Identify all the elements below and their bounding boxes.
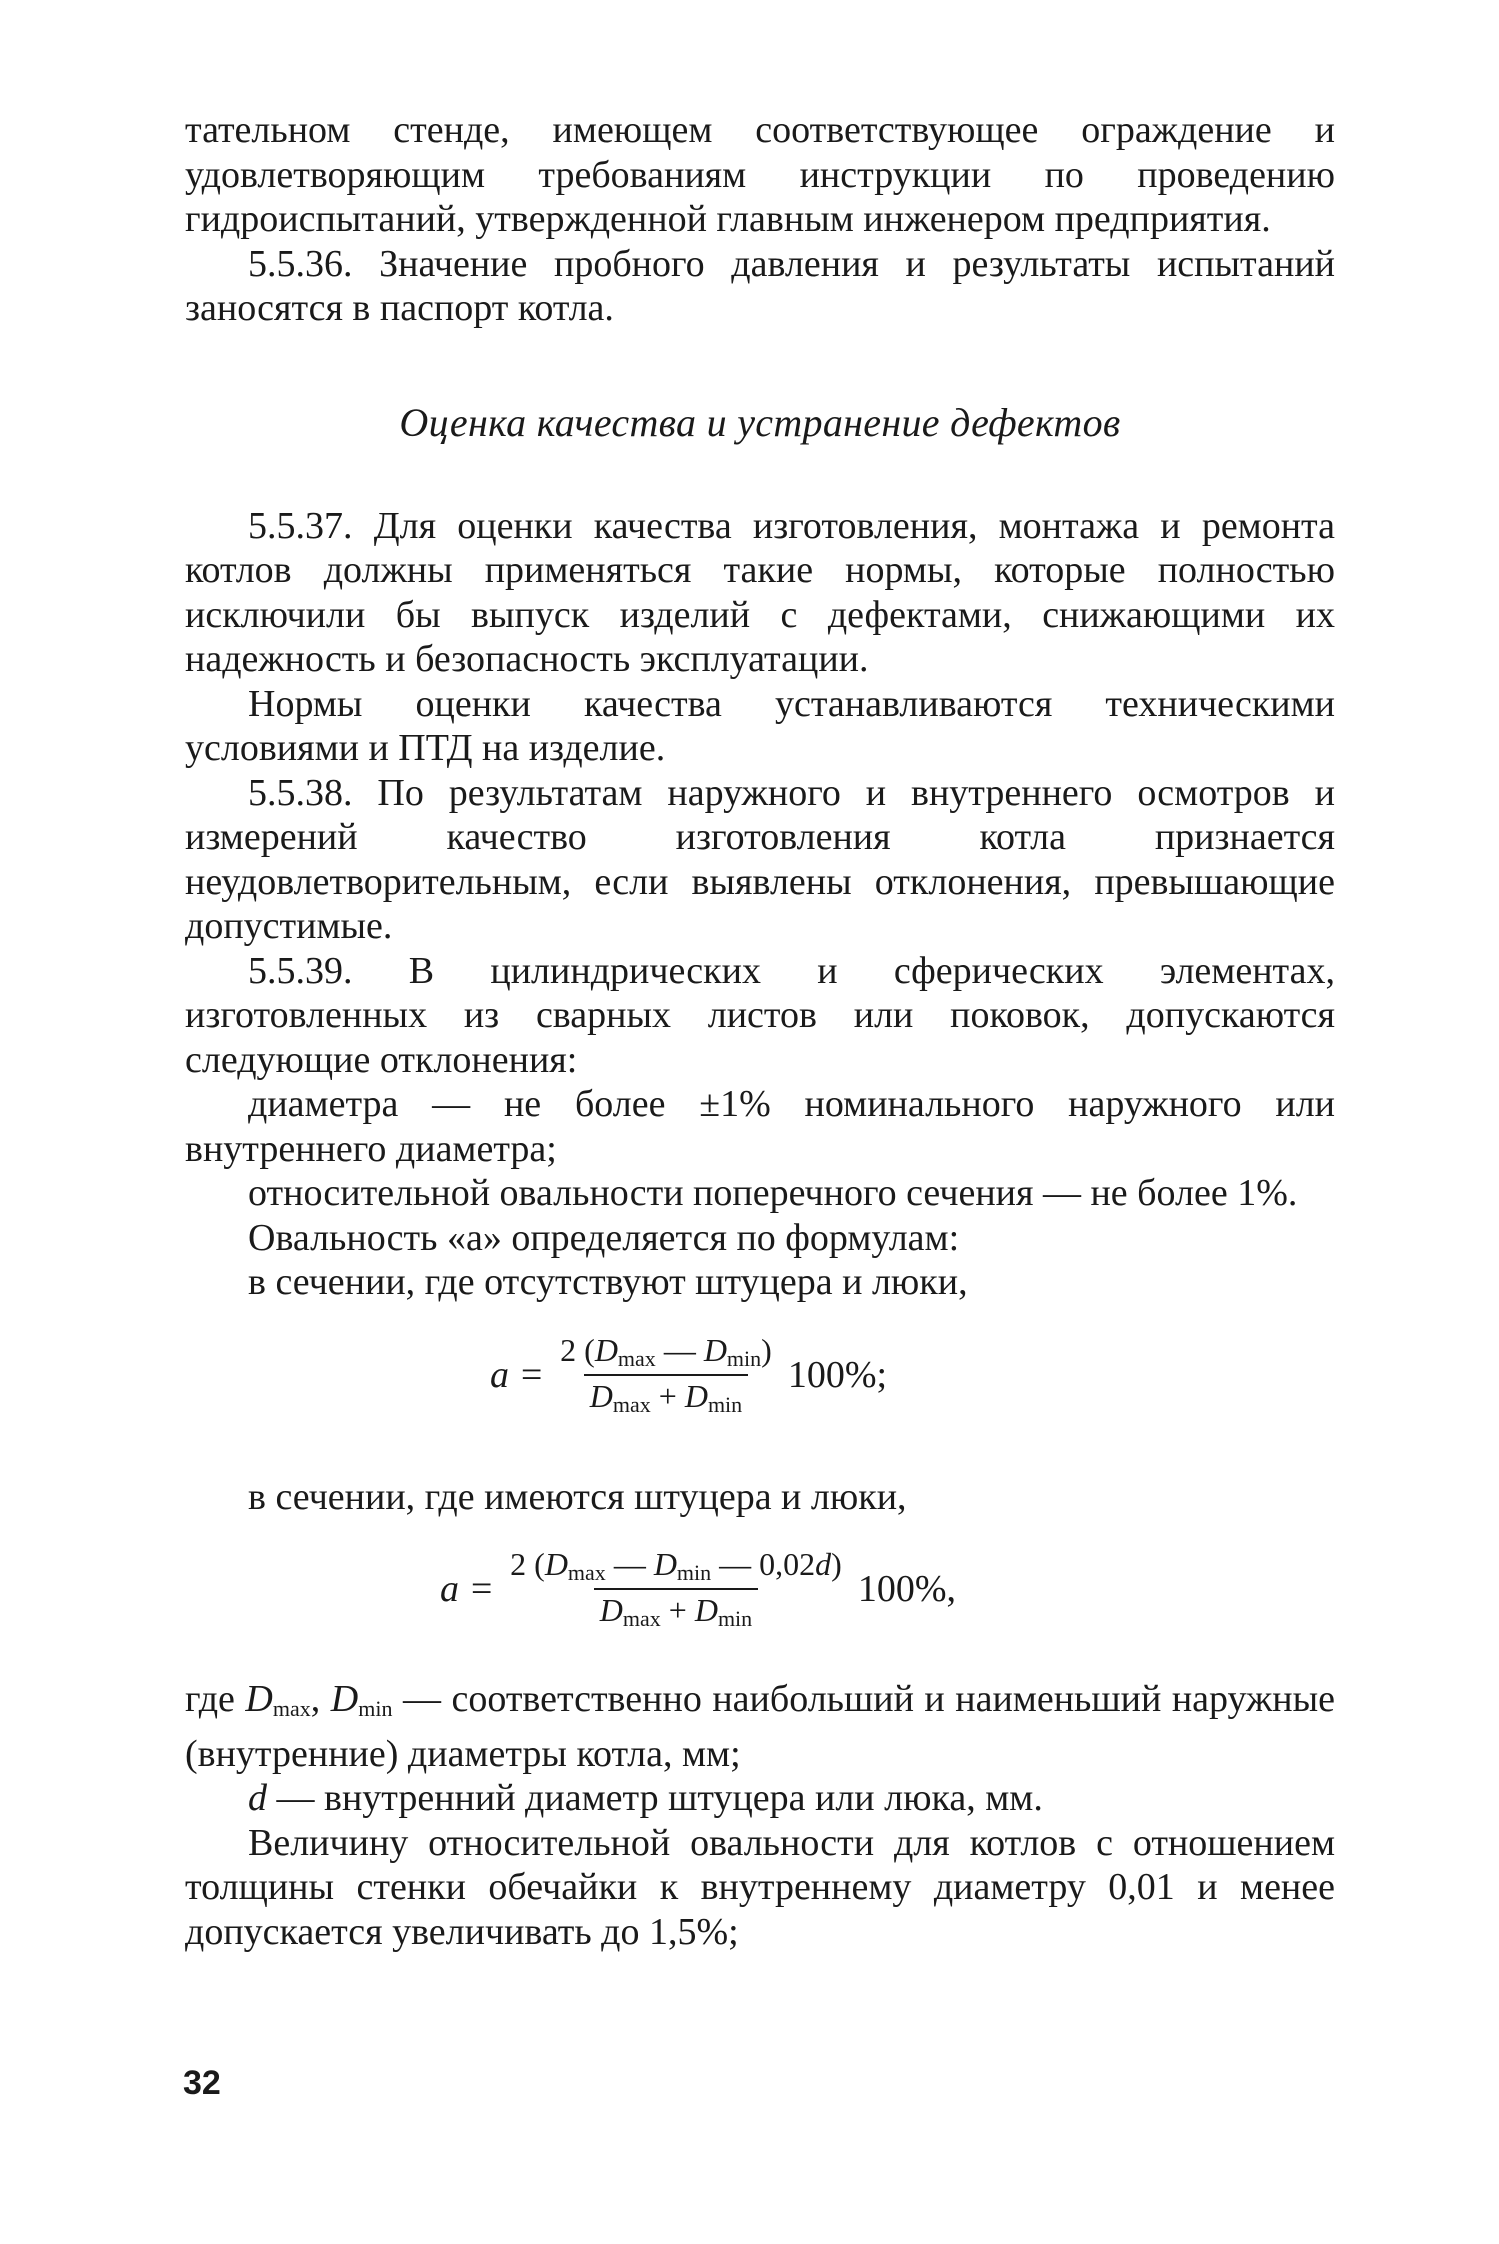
document-page (185, 108, 1335, 1954)
ovality-formula-2 (440, 1541, 1335, 1637)
formula-lhs: a = (440, 1568, 495, 1610)
paragraph-diameter-deviation: диаметра — не более ±1% номинального наружного или внутреннего диаметра; (185, 1083, 1335, 1170)
paragraph-ovality-formulas-intro: Овальность «а» определяется по формулам: (248, 1216, 960, 1259)
formula-denominator: $D_{max} + D_{min}$ (594, 1588, 758, 1630)
paragraph-d-definition: d — внутренний диаметр штуцера или люка, мм. (248, 1777, 1043, 1819)
formula-rhs: 100%, (857, 1568, 956, 1610)
paragraph-continuation: тательном стенде, имеющем соответствующее ограждение и удовлетворяющим требованиям инструкции по проведению гидроиспытаний, утвержденной главным инженером предприятия. (185, 109, 1335, 240)
page-number: 32 (183, 2064, 221, 2102)
formula-denominator: $D_{max} + D_{min}$ (584, 1374, 748, 1416)
formula-lhs: a = (490, 1353, 545, 1396)
paragraph-section-with-fittings: в сечении, где имеются штуцера и люки, (248, 1475, 907, 1518)
paragraph-ovality-increase: Величину относительной овальности для котлов с отношением толщины стенки обечайки к внутреннему диаметру 0,01 и менее допускается увеличивать до 1,5%; (185, 1821, 1335, 1953)
ovality-formula-1 (490, 1327, 1335, 1423)
paragraph-5-5-39: 5.5.39. В цилиндрических и сферических элементах, изготовленных из сварных листов или поковок, допускаются следующие отклонения: (185, 949, 1335, 1081)
section-title: Оценка качества и устранение дефектов (399, 399, 1121, 445)
formula-numerator: 2 ($D_{max}$ — $D_{min}$ — 0,02d) (510, 1546, 842, 1585)
formula-numerator: 2 ($D_{max}$ — $D_{min}$) (560, 1331, 772, 1371)
paragraph-5-5-37: 5.5.37. Для оценки качества изготовления, монтажа и ремонта котлов должны применяться такие нормы, которые полностью исключили бы выпуск изделий с дефектами, снижающими их надежность и безопасность эксплуатации. (185, 504, 1335, 680)
formula-fraction (504, 1548, 848, 1630)
paragraph-ovality-deviation: относительной овальности поперечного сечения — не более 1%. (248, 1172, 1298, 1214)
formula-fraction (554, 1331, 778, 1417)
paragraph-quality-norms: Нормы оценки качества устанавливаются техническими условиями и ПТД на изделие. (185, 682, 1335, 769)
paragraph-5-5-38: 5.5.38. По результатам наружного и внутреннего осмотров и измерений качество изготовления котла признается неудовлетворительным, если выявлены отклонения, превышающие допустимые. (185, 771, 1335, 947)
paragraph-5-5-36: 5.5.36. Значение пробного давления и результаты испытаний заносятся в паспорт котла. (185, 242, 1335, 329)
formula-rhs: 100%; (787, 1353, 888, 1396)
paragraph-where-definitions: где $D_{max}$, $D_{min}$ — соответственно наибольший и наименьший наружные (внутренние) диаметры котла, мм; (185, 1678, 1336, 1775)
paragraph-section-without-fittings: в сечении, где отсутствуют штуцера и люки, (248, 1261, 968, 1303)
